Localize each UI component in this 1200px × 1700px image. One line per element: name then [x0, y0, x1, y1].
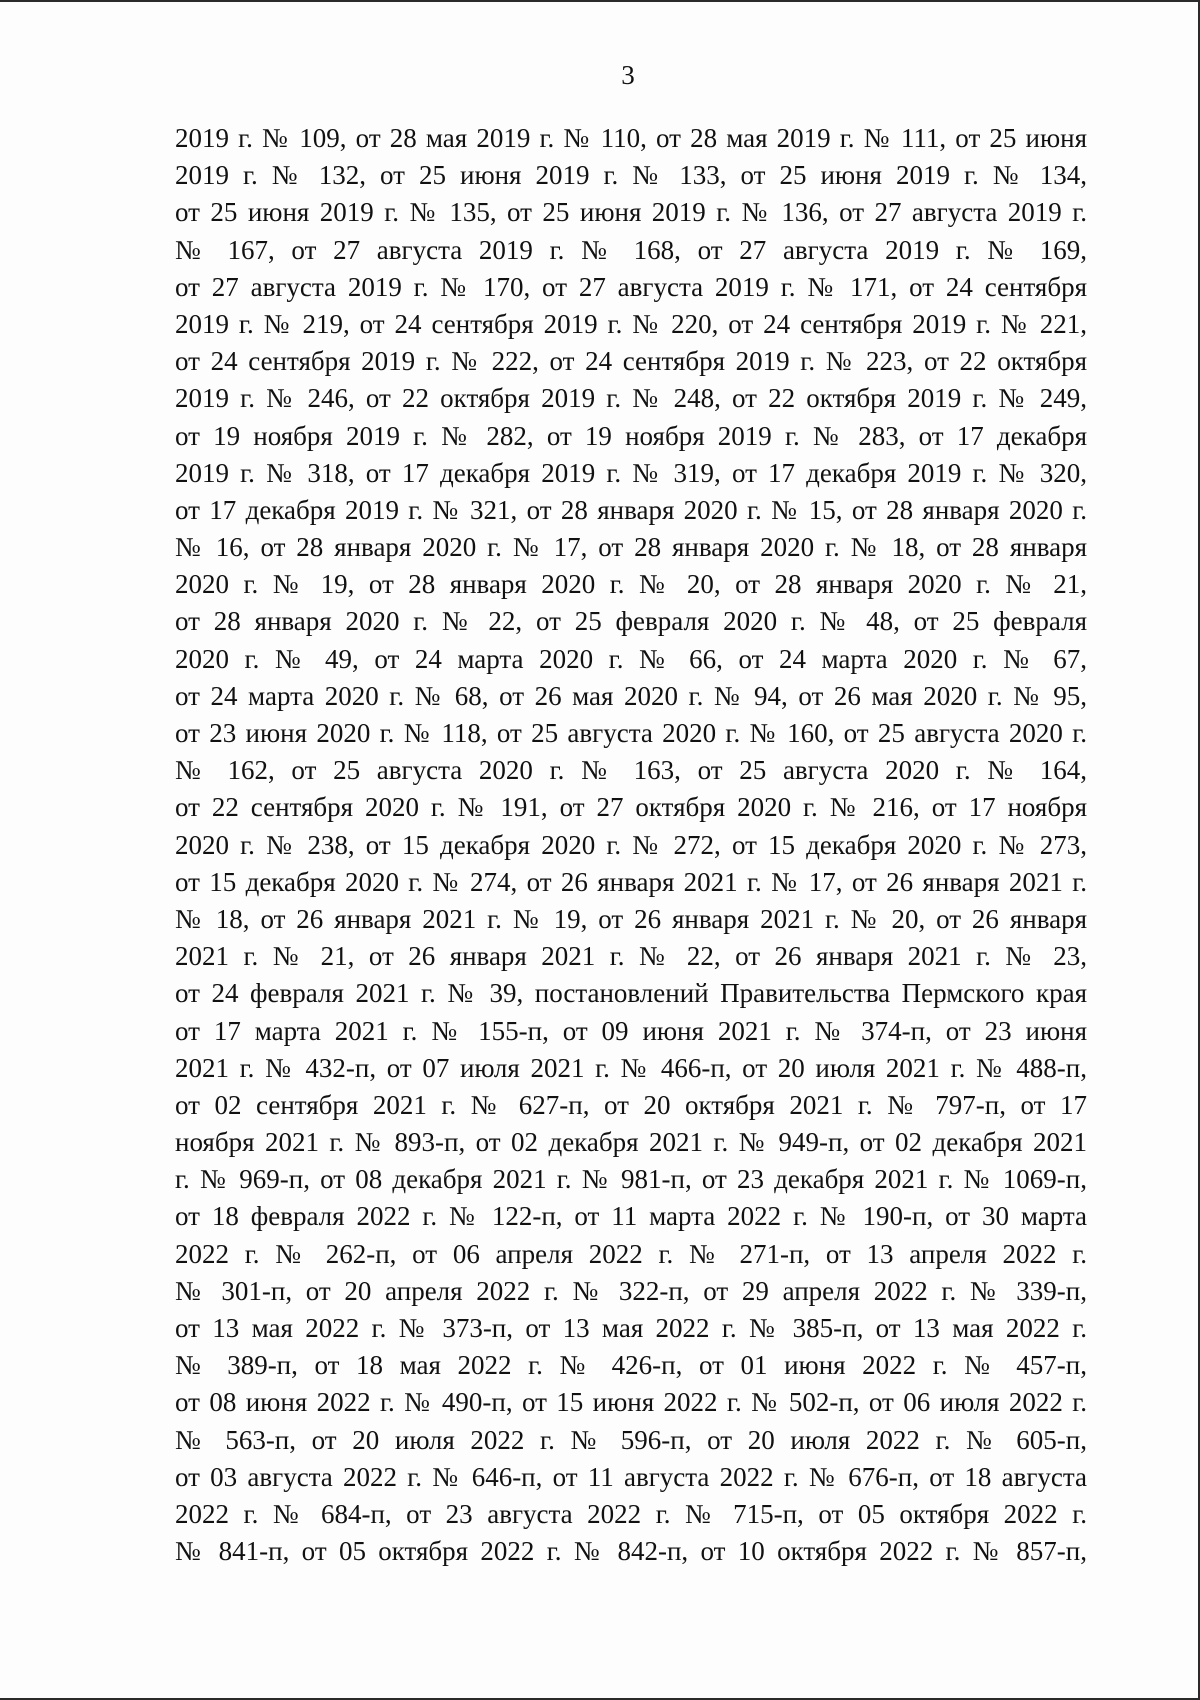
text-line: г. № 969-п, от 08 декабря 2021 г. № 981-п, от 23 декабря 2021 г. № 1069-п, — [175, 1164, 1087, 1195]
text-line: от 03 августа 2022 г. № 646-п, от 11 августа 2022 г. № 676-п, от 18 августа — [175, 1461, 1087, 1492]
text-line: от 13 мая 2022 г. № 373-п, от 13 мая 2022 г. № 385-п, от 13 мая 2022 г. — [175, 1313, 1087, 1343]
text-line: от 02 сентября 2021 г. № 627-п, от 20 октября 2021 г. № 797-п, от 17 — [175, 1089, 1087, 1120]
text-line: 2020 г. № 238, от 15 декабря 2020 г. № 272, от 15 декабря 2020 г. № 273, — [175, 829, 1087, 860]
text-line: № 167, от 27 августа 2019 г. № 168, от 27 августа 2019 г. № 169, — [175, 234, 1087, 265]
text-line: от 08 июня 2022 г. № 490-п, от 15 июня 2022 г. № 502-п, от 06 июля 2022 г. — [175, 1387, 1087, 1418]
text-line: № 389-п, от 18 мая 2022 г. № 426-п, от 01 июня 2022 г. № 457-п, — [175, 1350, 1087, 1381]
text-line: 2019 г. № 246, от 22 октября 2019 г. № 248, от 22 октября 2019 г. № 249, — [175, 383, 1087, 414]
text-line: 2021 г. № 432-п, от 07 июля 2021 г. № 466-п, от 20 июля 2021 г. № 488-п, — [175, 1052, 1087, 1083]
text-line: 2021 г. № 21, от 26 января 2021 г. № 22, от 26 января 2021 г. № 23, — [175, 941, 1087, 972]
text-line: от 27 августа 2019 г. № 170, от 27 августа 2019 г. № 171, от 24 сентября — [175, 271, 1087, 302]
text-line: 2020 г. № 19, от 28 января 2020 г. № 20, от 28 января 2020 г. № 21, — [175, 569, 1087, 600]
text-line: 2019 г. № 318, от 17 декабря 2019 г. № 319, от 17 декабря 2019 г. № 320, — [175, 457, 1087, 488]
text-line: от 23 июня 2020 г. № 118, от 25 августа 2020 г. № 160, от 25 августа 2020 г. — [175, 718, 1087, 748]
text-line: от 19 ноября 2019 г. № 282, от 19 ноября 2019 г. № 283, от 17 декабря — [175, 420, 1087, 451]
text-line: 2020 г. № 49, от 24 марта 2020 г. № 66, от 24 марта 2020 г. № 67, — [175, 643, 1087, 674]
text-line: от 15 декабря 2020 г. № 274, от 26 января 2021 г. № 17, от 26 января 2021 г. — [175, 866, 1087, 897]
text-line: 2022 г. № 262-п, от 06 апреля 2022 г. № 271-п, от 13 апреля 2022 г. — [175, 1238, 1087, 1269]
text-line: от 24 марта 2020 г. № 68, от 26 мая 2020 г. № 94, от 26 мая 2020 г. № 95, — [175, 680, 1087, 711]
text-line: от 17 марта 2021 г. № 155-п, от 09 июня 2021 г. № 374-п, от 23 июня — [175, 1015, 1087, 1046]
text-line: 2022 г. № 684-п, от 23 августа 2022 г. № 715-п, от 05 октября 2022 г. — [175, 1498, 1087, 1529]
text-line: № 563-п, от 20 июля 2022 г. № 596-п, от 20 июля 2022 г. № 605-п, — [175, 1424, 1087, 1455]
text-line: 2019 г. № 132, от 25 июня 2019 г. № 133, от 25 июня 2019 г. № 134, — [175, 160, 1087, 191]
text-line: № 841-п, от 05 октября 2022 г. № 842-п, от 10 октября 2022 г. № 857-п, — [175, 1536, 1087, 1567]
text-line: № 162, от 25 августа 2020 г. № 163, от 25 августа 2020 г. № 164, — [175, 755, 1087, 786]
text-line: № 16, от 28 января 2020 г. № 17, от 28 января 2020 г. № 18, от 28 января — [175, 532, 1087, 563]
text-line: 2019 г. № 109, от 28 мая 2019 г. № 110, от 28 мая 2019 г. № 111, от 25 июня — [175, 123, 1087, 153]
text-line: от 28 января 2020 г. № 22, от 25 февраля 2020 г. № 48, от 25 февраля — [175, 606, 1087, 637]
text-line: от 24 февраля 2021 г. № 39, постановлений Правительства Пермского края — [175, 978, 1087, 1009]
text-line: ноября 2021 г. № 893-п, от 02 декабря 2021 г. № 949-п, от 02 декабря 2021 — [175, 1127, 1087, 1158]
page-number: 3 — [621, 60, 635, 90]
text-line: 2019 г. № 219, от 24 сентября 2019 г. № 220, от 24 сентября 2019 г. № 221, — [175, 308, 1087, 339]
text-line: от 22 сентября 2020 г. № 191, от 27 октября 2020 г. № 216, от 17 ноября — [175, 792, 1087, 823]
body-text — [175, 120, 1087, 1570]
text-line: от 18 февраля 2022 г. № 122-п, от 11 марта 2022 г. № 190-п, от 30 марта — [175, 1201, 1087, 1232]
text-line: от 17 декабря 2019 г. № 321, от 28 января 2020 г. № 15, от 28 января 2020 г. — [175, 494, 1087, 525]
text-line: от 25 июня 2019 г. № 135, от 25 июня 2019 г. № 136, от 27 августа 2019 г. — [175, 197, 1087, 228]
text-line: от 24 сентября 2019 г. № 222, от 24 сентября 2019 г. № 223, от 22 октября — [175, 346, 1087, 377]
text-line: № 18, от 26 января 2021 г. № 19, от 26 января 2021 г. № 20, от 26 января — [175, 903, 1087, 934]
text-line: № 301-п, от 20 апреля 2022 г. № 322-п, от 29 апреля 2022 г. № 339-п, — [175, 1275, 1087, 1306]
